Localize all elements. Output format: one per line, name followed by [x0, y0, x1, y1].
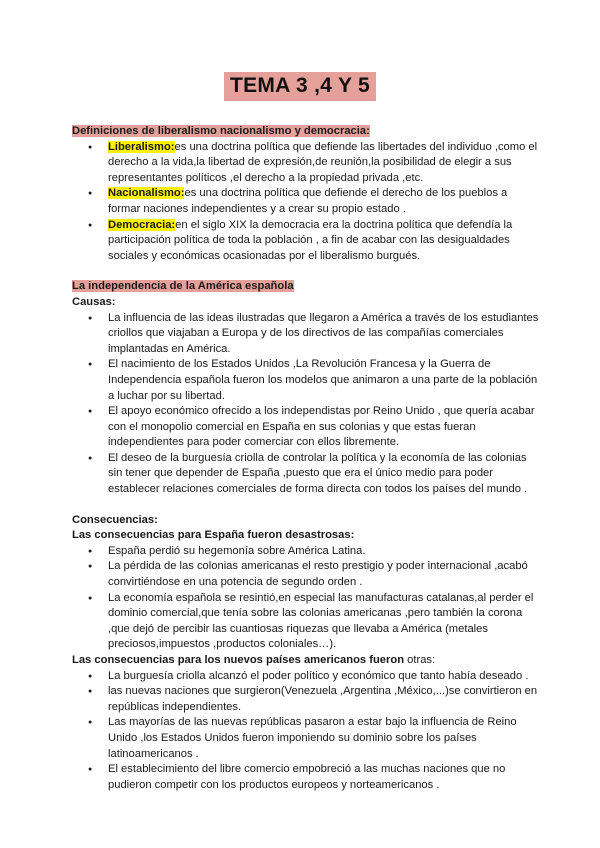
causes-list — [72, 311, 542, 498]
document-body — [72, 124, 542, 793]
cause-item: ● El nacimiento de los Estados Unidos ,La Revolución Francesa y la Guerra de Independencia española fueron los modelos que animaron a una parte de la población a luchar por su libertad. — [108, 357, 542, 404]
definition-item — [108, 140, 542, 187]
spain-consequences-heading: Las consecuencias para España fueron desastrosas: — [72, 529, 355, 542]
causes-label: Causas: — [72, 295, 116, 308]
spain-consequence-item: ● España perdió su hegemonía sobre América Latina. — [108, 544, 542, 560]
new-countries-heading: Las consecuencias para los nuevos países americanos fueron otras: — [72, 654, 436, 666]
new-country-consequence-item: ● las nuevas naciones que surgieron(Venezuela ,Argentina ,México,...)se convirtieron en repúblicas independientes. — [108, 684, 542, 715]
definition-item — [108, 186, 542, 217]
consequences-label: Consecuencias: — [72, 513, 158, 526]
definition-term: Nacionalismo: — [108, 187, 185, 200]
cause-item: ● El deseo de la burguesía criolla de controlar la política y la economía de las colonias sin tener que depender de España ,puesto que era el único medio para poder establecer relaciones comerciales de forma directa con todos los países del mundo . — [108, 451, 542, 498]
cause-item: ● La influencia de las ideas ilustradas que llegaron a América a través de los estudiantes criollos que viajaban a Europa y de los directivos de las compañías comerciales implantadas en América. — [108, 311, 542, 358]
new-countries-list — [72, 669, 542, 794]
new-country-consequence-item: ● El establecimiento del libre comercio empobreció a las muchas naciones que no pudieron competir con los productos europeos y norteamericanos . — [108, 762, 542, 793]
spain-consequences-list — [72, 544, 542, 653]
definition-term: Democracia: — [108, 218, 176, 231]
new-country-consequence-item: ● Las mayorías de las nuevas repúblicas pasaron a estar bajo la influencia de Reino Unido ,los Estados Unidos fueron imponiendo su dominio sobre los países latinoamericanos . — [108, 715, 542, 762]
definitions-list — [72, 140, 542, 265]
definition-item — [108, 218, 542, 265]
spain-consequence-item: ● La economía española se resintió,en especial las manufacturas catalanas,al perder el dominio comercial,que tenía sobre las colonias americanas ,pero también la corona ,que dejó de percibir las cuantiosas riquezas que llevaba a América (metales preciosos,impuestos ,productos coloniales…). — [108, 591, 542, 653]
spain-consequence-item: ● La pérdida de las colonias americanas el resto prestigio y poder internacional ,acabó convirtiéndose en una potencia de segundo orden . — [108, 559, 542, 590]
independence-heading: La independencia de la América española — [72, 280, 294, 293]
new-country-consequence-item: ● La burguesía criolla alcanzó el poder político y económico que tanto había deseado . — [108, 669, 542, 685]
cause-item: ● El apoyo económico ofrecido a los independistas por Reino Unido , que quería acabar con el monopolio comercial en España en sus colonias y que estas fueran independientes para poder comerciar con ellos libremente. — [108, 404, 542, 451]
title-container — [0, 72, 600, 101]
definitions-heading: Definiciones de liberalismo nacionalismo y democracia: — [72, 125, 370, 137]
definition-term: Liberalismo: — [108, 140, 175, 153]
definition-text: en el siglo XIX la democracia era la doctrina política que defendía la participación política de toda la población , a fin de acabar con las desigualdades sociales y económicas ocasionadas por el liberalismo burgués. — [108, 218, 513, 262]
page-title: TEMA 3 ,4 Y 5 — [224, 72, 376, 101]
definition-text: es una doctrina política que defiende el derecho de los pueblos a formar naciones independientes y a crear su propio estado . — [108, 187, 508, 215]
definition-text: es una doctrina política que defiende las libertades del individuo ,como el derecho a la vida,la libertad de expresión,de reunión,la posibilidad de elegir a sus representantes políticos ,el derecho a la propiedad privada ,etc. — [108, 140, 538, 184]
